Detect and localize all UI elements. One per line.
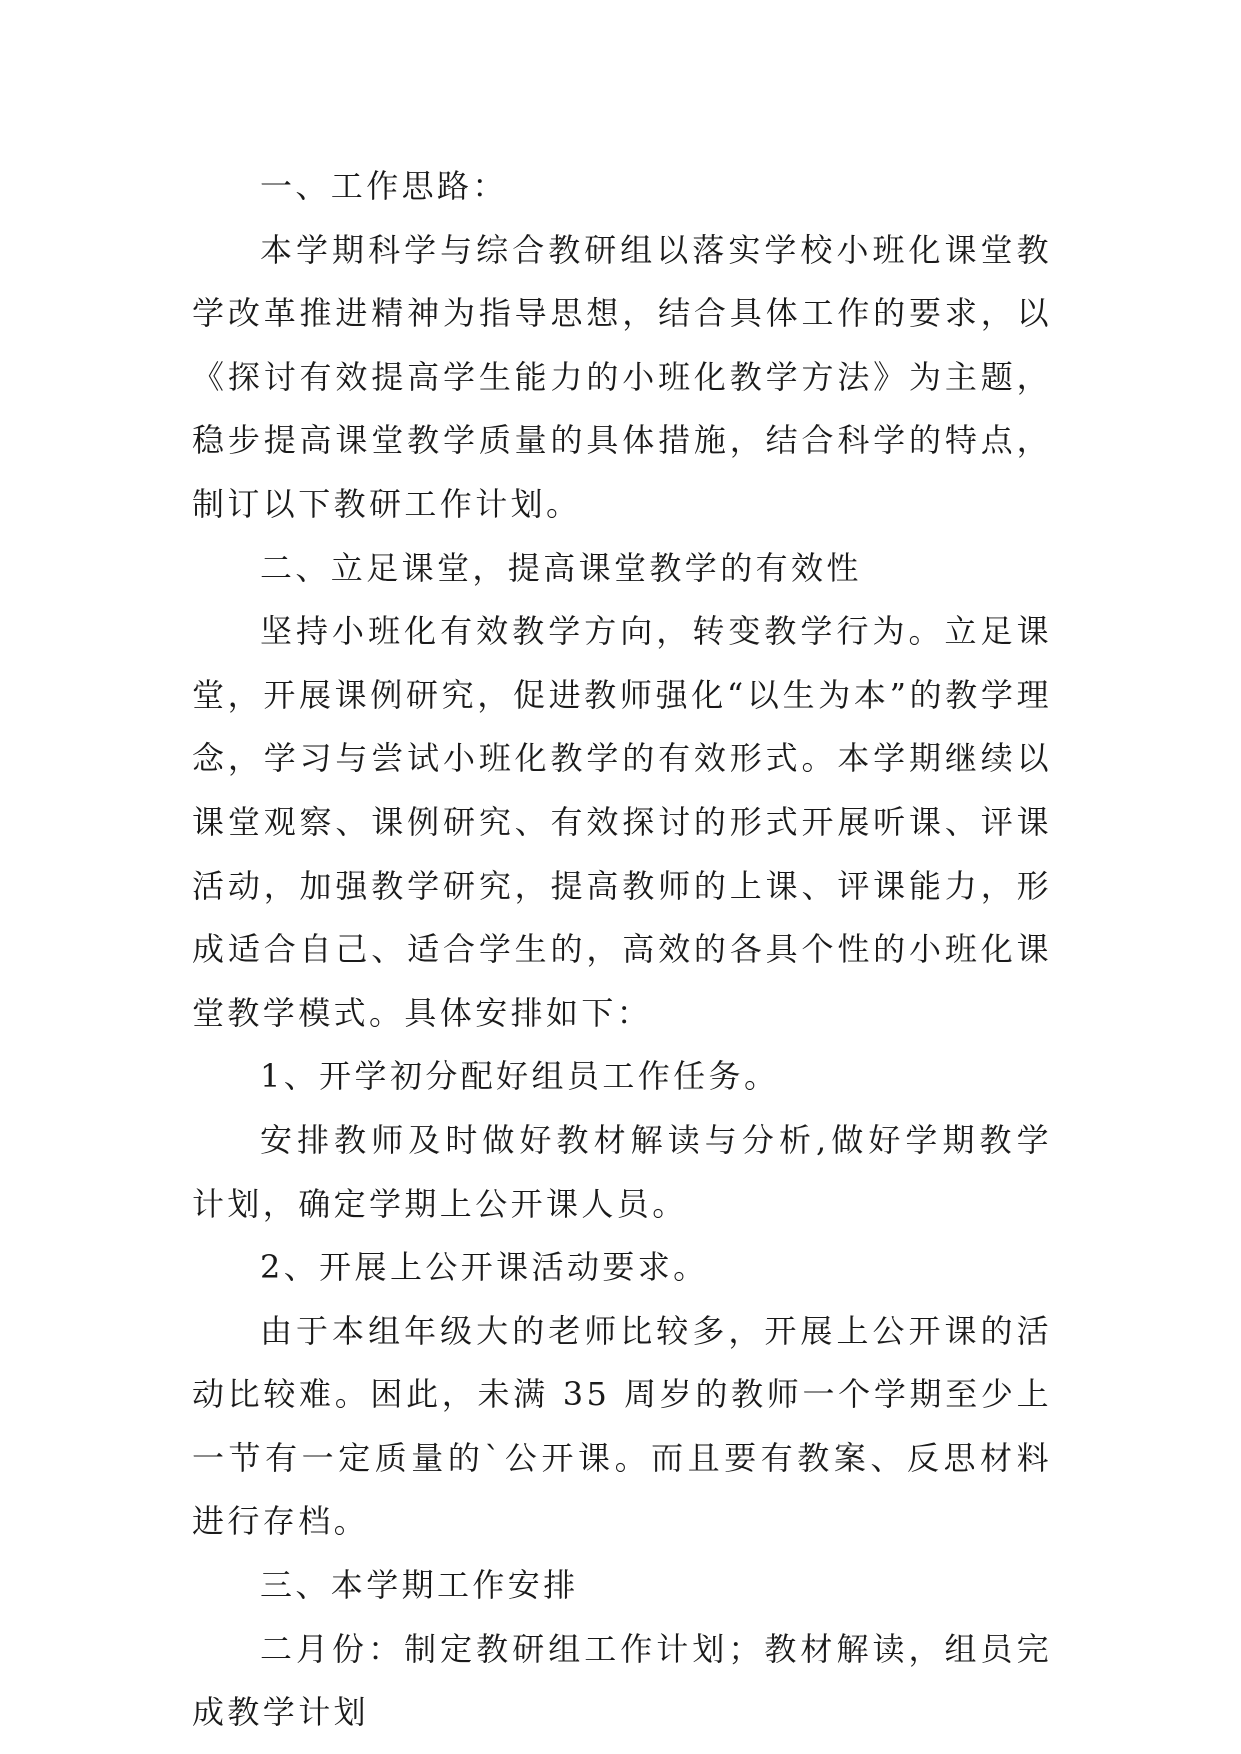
document-page (192, 155, 1052, 1745)
body-paragraph-1: 本学期科学与综合教研组以落实学校小班化课堂教学改革推进精神为指导思想，结合具体工作的要求，以《探讨有效提高学生能力的小班化教学方法》为主题，稳步提高课堂教学质量的具体措施，结合科学的特点，制订以下教研工作计划。 (192, 230, 1052, 523)
subsection-heading-1: 1、开学初分配好组员工作任务。 (260, 1057, 780, 1096)
body-paragraph-3: 安排教师及时做好教材解读与分析,做好学期教学计划，确定学期上公开课人员。 (192, 1120, 1052, 1223)
body-paragraph-4: 由于本组年级大的老师比较多，开展上公开课的活动比较难。困此，未满 35 周岁的教师一个学期至少上一节有一定质量的`公开课。而且要有教案、反思材料进行存档。 (192, 1311, 1052, 1541)
section-heading-3: 三、本学期工作安排 (260, 1566, 579, 1605)
section-heading-2: 二、立足课堂，提高课堂教学的有效性 (260, 548, 862, 587)
subsection-heading-2: 2、开展上公开课活动要求。 (260, 1248, 709, 1287)
body-paragraph-2: 坚持小班化有效教学方向，转变教学行为。立足课堂，开展课例研究，促进教师强化“以生为本”的教学理念，学习与尝试小班化教学的有效形式。本学期继续以课堂观察、课例研究、有效探讨的形式开展听课、评课活动，加强教学研究，提高教师的上课、评课能力，形成适合自己、适合学生的，高效的各具个性的小班化课堂教学模式。具体安排如下： (192, 612, 1052, 1032)
section-heading-1: 一、工作思路： (260, 167, 508, 205)
body-paragraph-5: 二月份：制定教研组工作计划；教材解读，组员完成教学计划 (192, 1629, 1052, 1732)
